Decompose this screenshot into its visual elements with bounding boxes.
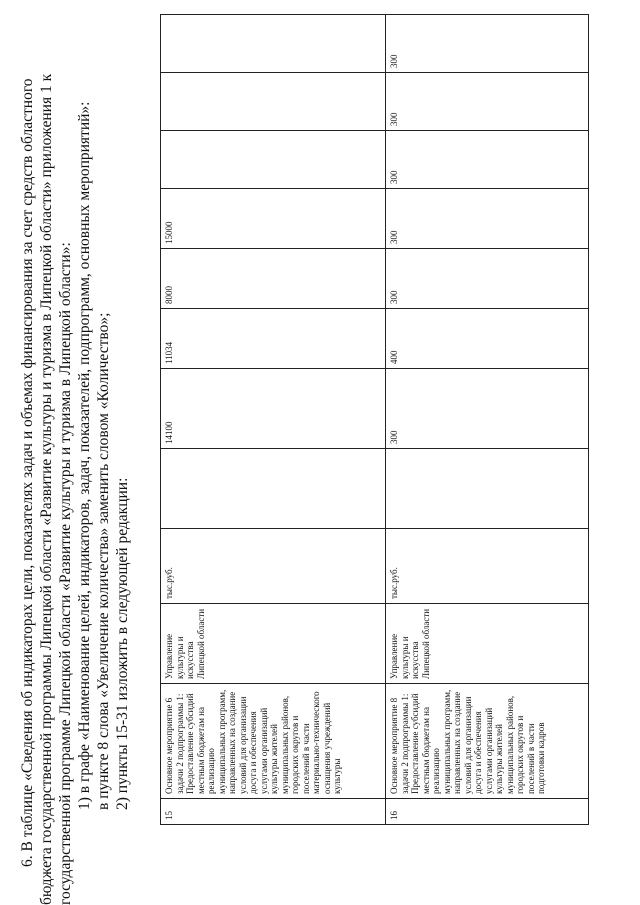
row-value: 14100 xyxy=(161,369,386,449)
row-value: 400 xyxy=(386,309,589,369)
row-value: 11034 xyxy=(161,309,386,369)
table-row xyxy=(161,15,386,825)
row-value xyxy=(161,449,386,529)
paragraph-replacement: в пункте 8 слова «Увеличение количества» заменить словом «Количество»; xyxy=(95,312,112,810)
row-value: 15000 xyxy=(161,189,386,249)
indicators-table xyxy=(160,14,589,825)
row-value: 300 xyxy=(386,15,589,73)
paragraph-item-2: 2) пункты 15-31 изложить в следующей редакции: xyxy=(114,477,131,810)
row-executor: Управление культуры и искусства Липецкой области xyxy=(161,604,386,684)
document-text xyxy=(18,45,132,905)
row-value xyxy=(161,131,386,189)
row-value: 8000 xyxy=(161,249,386,309)
table-row xyxy=(386,15,589,825)
row-executor: Управление культуры и искусства Липецкой области xyxy=(386,604,589,684)
row-name: Основное мероприятие 8 задачи 2 подпрограммы 1: Предоставление субсидий местным бюджетам на реализацию муниципальных программ, направленных на создание условий для организации досуга и обеспечения услугами организаций культуры жителей муниципальных районов, городских округов и поселений в части подготовки кадров xyxy=(386,684,589,799)
row-unit: тыс.руб. xyxy=(386,529,589,604)
paragraph-intro: 6. В таблице «Сведения об индикаторах цели, показателях задач и объемах финансирования за счет средств областного бюджета государственной программы Липецкой области «Развитие культуры и туризма в Липецкой области» приложения 1 к государственной программе Липецкой области «Развитие культуры и туризма в Липецкой области»: xyxy=(19,73,74,905)
row-number: 15 xyxy=(161,799,386,825)
row-value: 300 xyxy=(386,73,589,131)
row-value: 300 xyxy=(386,189,589,249)
row-value xyxy=(386,449,589,529)
row-value: 300 xyxy=(386,249,589,309)
row-unit: тыс.руб. xyxy=(161,529,386,604)
row-name: Основное мероприятие 6 задачи 2 подпрограммы 1: Предоставление субсидий местным бюджетам на реализацию муниципальных программ, направленных на создание условий для организации досуга и обеспечения услугами организаций культуры жителей муниципальных районов, городских округов и поселений в части материально-технического оснащения учреждений культуры xyxy=(161,684,386,799)
row-value: 300 xyxy=(386,369,589,449)
row-value xyxy=(161,15,386,73)
row-number: 16 xyxy=(386,799,589,825)
row-value: 300 xyxy=(386,131,589,189)
row-value xyxy=(161,73,386,131)
paragraph-item-1: 1) в графе «Наименование целей, индикаторов, задач, показателей, подпрограмм, основных мероприятий»: xyxy=(76,101,93,810)
